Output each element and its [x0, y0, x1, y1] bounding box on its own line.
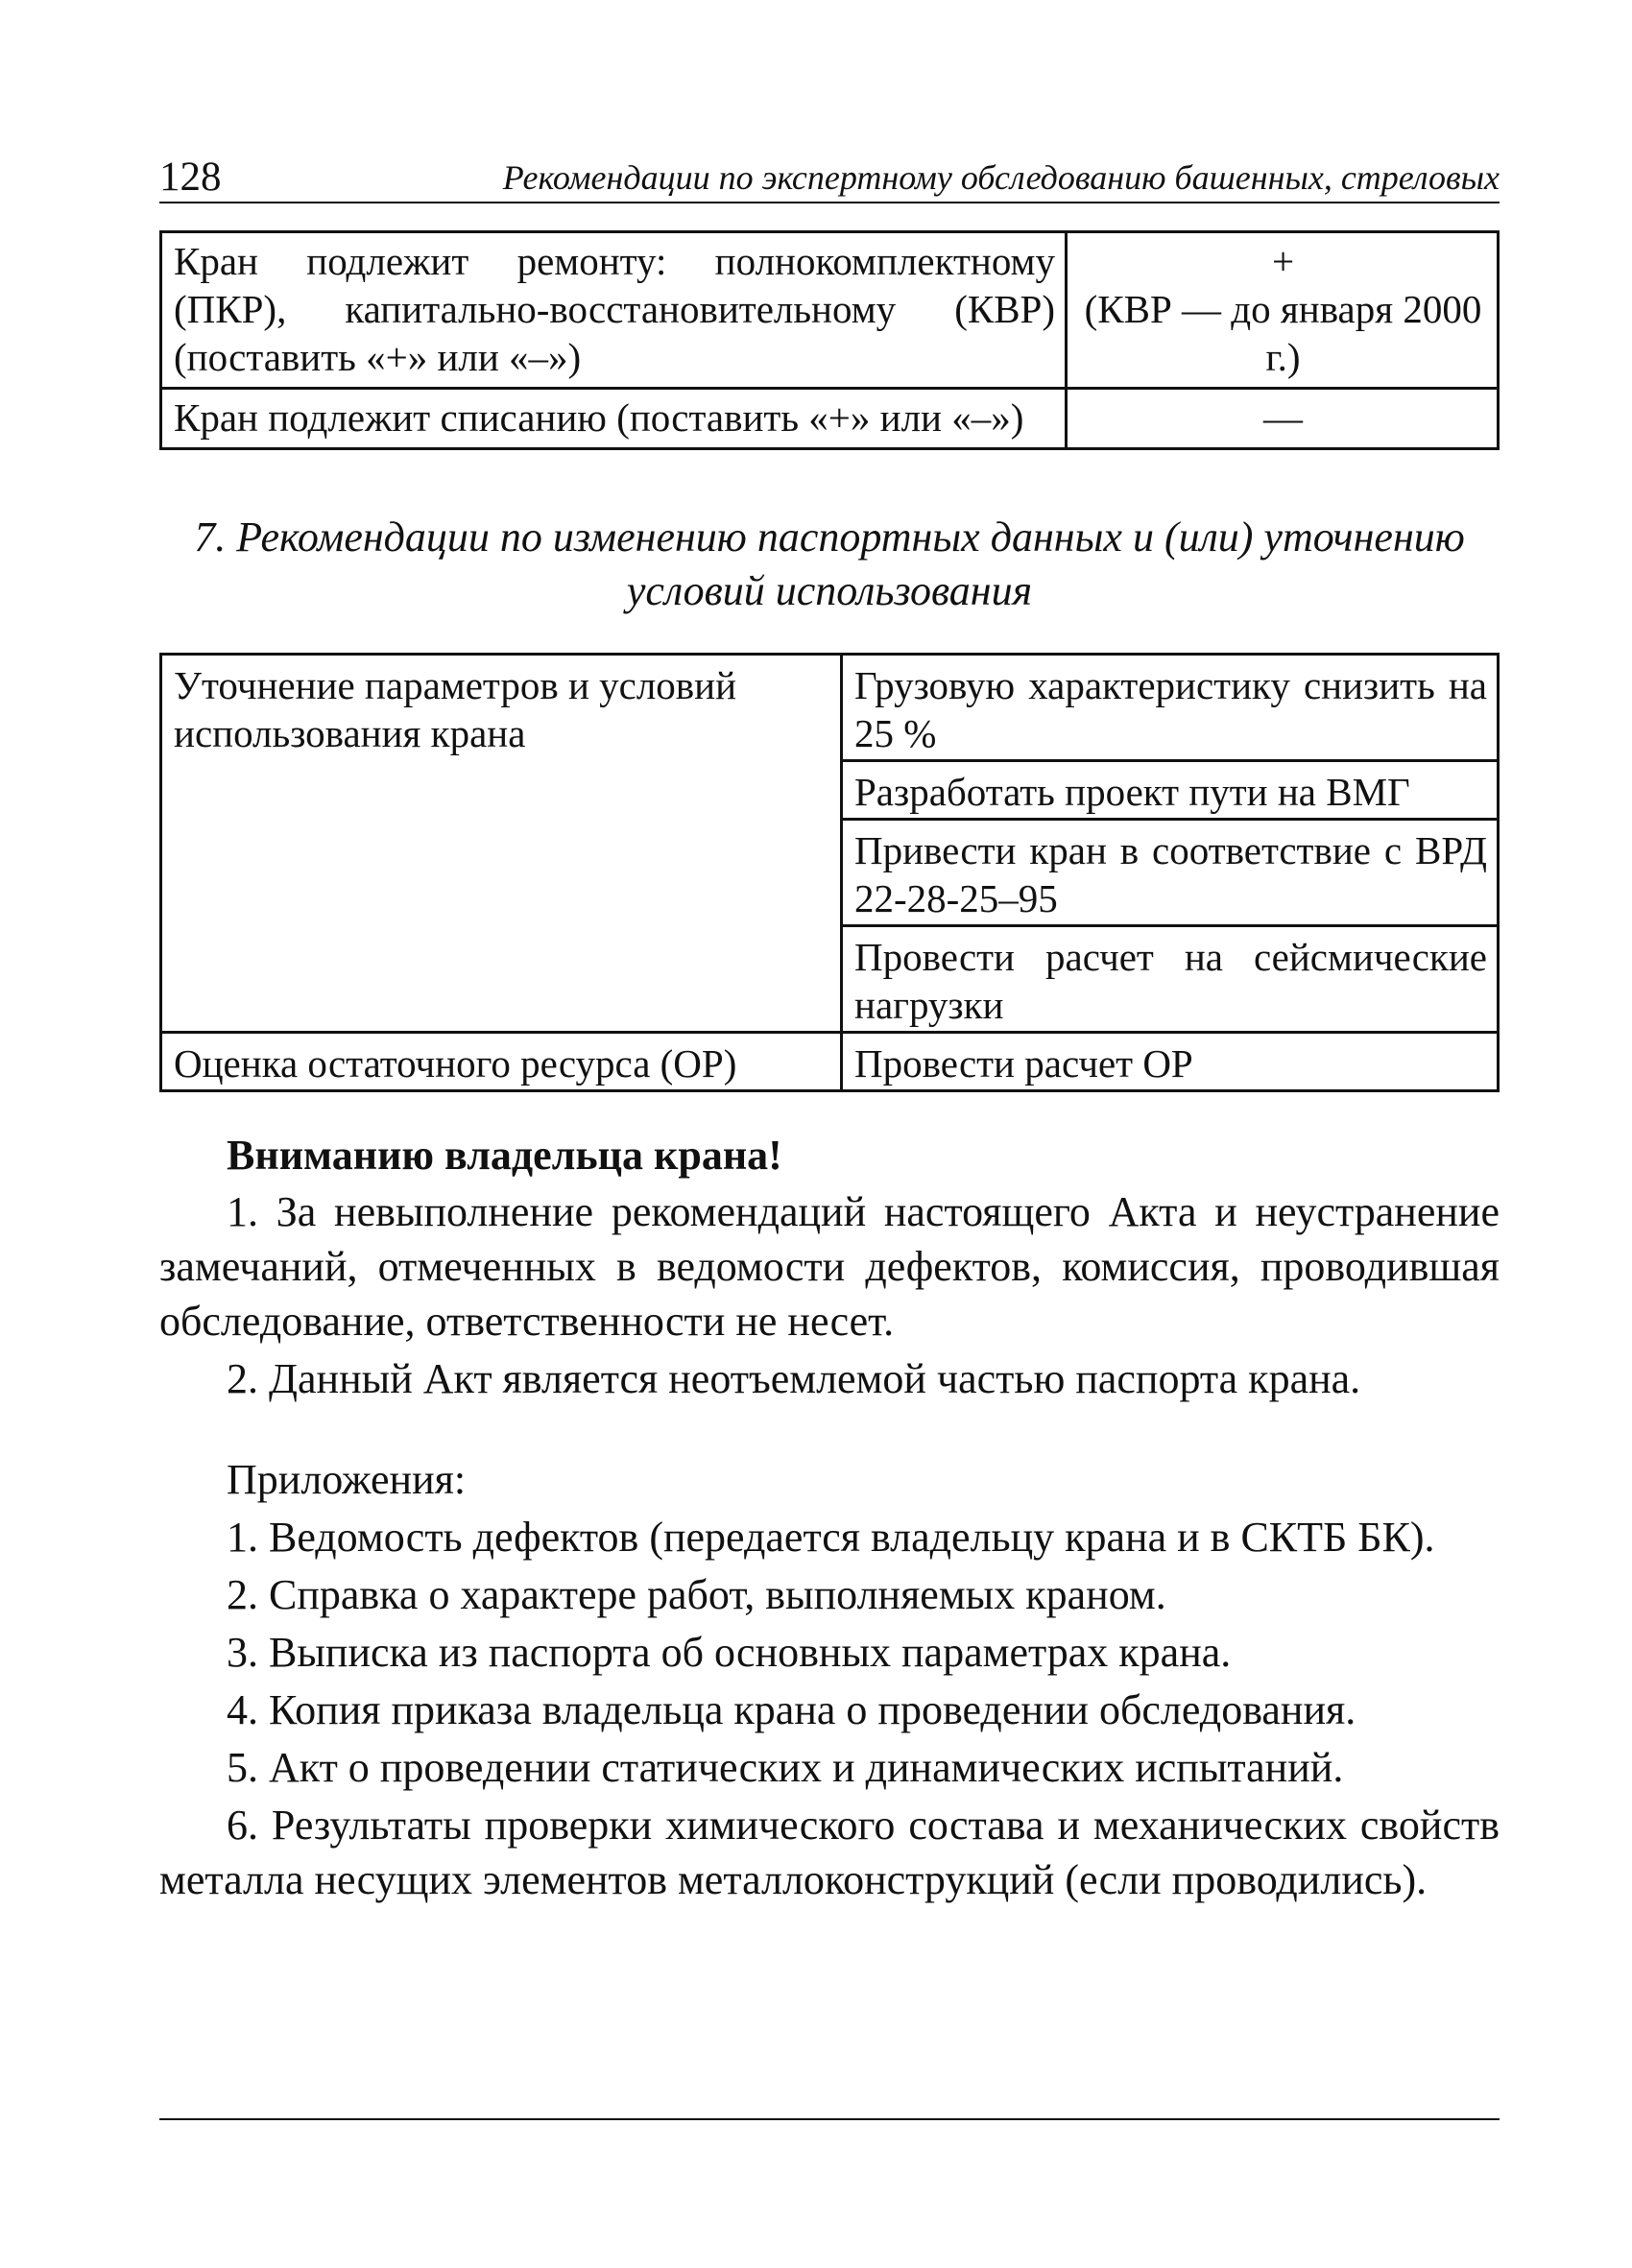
- table-cell-item: Привести кран в соответствие с ВРД 22-28-25–95: [842, 820, 1499, 926]
- table-cell-value: [1067, 232, 1499, 389]
- bottom-rule: [159, 2118, 1500, 2120]
- notice-item: 1. За невыполнение рекомендаций настоящего Акта и неустранение замечаний, отмеченных в ведомости дефектов, комиссия, проводившая обследование, ответственности не несет.: [159, 1188, 1500, 1345]
- table-row: [161, 655, 1499, 761]
- owner-notice: [159, 1128, 1500, 1409]
- table-cell-label: Кран подлежит списанию (поставить «+» или «–»): [161, 389, 1067, 449]
- table-cell-label: Кран подлежит ремонту: полнокомплектному (ПКР), капитально-восстановительному (КВР) (поставить «+» или «–»): [161, 232, 1067, 389]
- table-cell-item: Провести расчет на сейсмические нагрузки: [842, 926, 1499, 1033]
- table-cell-group-label: Уточнение параметров и условий использования крана: [161, 655, 842, 1033]
- appendix-item: 2. Справка о характере работ, выполняемых краном.: [227, 1571, 1166, 1618]
- appendix-item: 4. Копия приказа владельца крана о проведении обследования.: [227, 1686, 1356, 1733]
- table-cell-group-label: Оценка остаточного ресурса (ОР): [161, 1033, 842, 1091]
- table-row: [161, 1033, 1499, 1091]
- table-cell-value: [1067, 389, 1499, 449]
- recommendations-table: [159, 653, 1500, 1092]
- appendix-item: 1. Ведомость дефектов (передается владельцу крана и в СКТБ БК).: [227, 1514, 1435, 1561]
- section-heading: 7. Рекомендации по изменению паспортных данных и (или) уточнению условий использования: [194, 513, 1465, 614]
- notice-title: Вниманию владельца крана!: [227, 1132, 782, 1179]
- notice-item: 2. Данный Акт является неотъемлемой частью паспорта крана.: [227, 1355, 1361, 1402]
- appendix-item: 6. Результаты проверки химического состава и механических свойств металла несущих элементов металлоконструкций (если проводились).: [159, 1802, 1500, 1903]
- appendix-list: [159, 1452, 1500, 1910]
- table-cell-item: Разработать проект пути на ВМГ: [842, 761, 1499, 820]
- value-mark: —: [1263, 395, 1303, 440]
- table-cell-item: Провести расчет ОР: [842, 1033, 1499, 1091]
- appendix-item: 5. Акт о проведении статических и динамических испытаний.: [227, 1744, 1344, 1791]
- table-row: [161, 232, 1499, 389]
- value-mark: +: [1271, 239, 1295, 283]
- repair-decision-table: [159, 230, 1500, 450]
- appendix-item: 3. Выписка из паспорта об основных параметрах крана.: [227, 1629, 1232, 1676]
- table-row: [161, 389, 1499, 449]
- appendix-title: Приложения:: [227, 1456, 467, 1503]
- page-number: 128: [159, 155, 222, 200]
- running-title: Рекомендации по экспертному обследованию башенных, стреловых: [502, 158, 1500, 197]
- table-cell-item: Грузовую характеристику снизить на 25 %: [842, 655, 1499, 761]
- page-header: [159, 154, 1500, 203]
- value-note: (КВР — до января 2000 г.): [1084, 287, 1482, 379]
